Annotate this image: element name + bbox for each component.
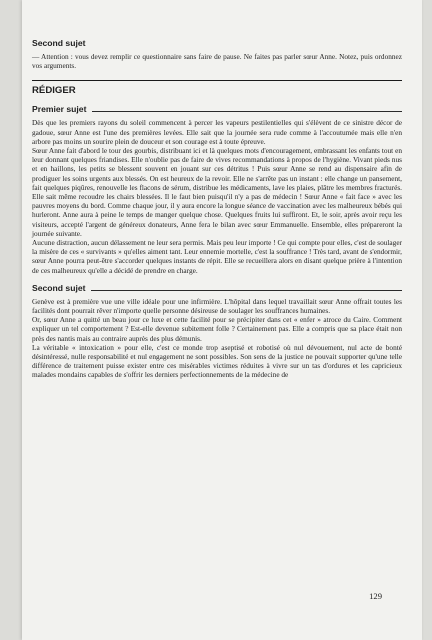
book-page (22, 0, 422, 640)
heading-rule (92, 111, 402, 112)
paragraph: Dès que les premiers rayons du soleil commencent à percer les vapeurs pestilentielles qui s'élèvent de ce sinistre décor de gadoue, sœur Anne est l'une des premières levées. Elle sait que la journée sera rude comme à l'accoutumée mais elle n'en arbore pas moins un sourire plein de douceur et son courage est à toute épreuve. (32, 118, 402, 146)
subheading-label: Second sujet (32, 282, 86, 293)
heading-rule (91, 290, 402, 291)
page-number: 129 (369, 591, 382, 601)
paragraph: Genève est à première vue une ville idéale pour une infirmière. L'hôpital dans lequel travaillait sœur Anne offrait toutes les facilités dont pourrait rêver n'importe quelle personne désireuse de soulager les souffrances humaines. (32, 296, 402, 316)
subheading-premier-sujet (32, 104, 402, 114)
paragraph: Or, sœur Anne a quitté un beau jour ce luxe et cette facilité pour se précipiter dans cet « enfer » atroce du Caire. Comment expliquer un tel comportement ? Est-elle devenue subitement folle ? Certainement pas. Elle a compris que sa place était non près des nantis mais au contraire auprès des plus démunis. (32, 315, 402, 343)
paragraph: Aucune distraction, aucun délassement ne leur sera permis. Mais peu leur importe ! Ce qui compte pour elles, c'est de soulager la misère de ces « survivants » qu'elles aiment tant. Leur ennemie mortelle, c'est la souffrance ! Très tard, avant de s'endormir, sœur Anne pourra peut-être s'accorder quelques instants de répit. Elle se recueillera alors en disant quelque prière à l'intention de ces malheureux qu'elle a décidé de prendre en charge. (32, 238, 402, 275)
subheading-label: Premier sujet (32, 104, 87, 115)
subheading-label: Second sujet (32, 38, 86, 48)
paragraph: La véritable « intoxication » pour elle, c'est ce monde trop aseptisé et robotisé où nul dévouement, nul acte de bonté désintéressé, nulle responsabilité et nul engagement ne sont possibles. Son sens de la justice ne pouvait supporter qu'une telle différence de traitement puisse exister entre ces misérables victimes réduites à vivre sur un tas d'ordures et les capricieux malades mondains capables de s'offrir les derniers perfectionnements de la médecine de (32, 342, 402, 380)
question-paragraph: — Attention : vous devez remplir ce questionnaire sans faire de pause. Ne faites pas parler sœur Anne. Notez, puis ordonnez vos arguments. (32, 52, 402, 71)
page-content (32, 38, 402, 380)
subheading-second-sujet-q (32, 38, 402, 48)
section-title: RÉDIGER (32, 80, 402, 96)
paragraph: Sœur Anne fait d'abord le tour des gourbis, distribuant ici et là quelques mots d'encouragement, embrassant les enfants tout en leur donnant quelques friandises. Elle n'oublie pas de faire de vives recommandations à propos de l'hygiène. Vivant pieds nus et en haillons, les petits se blessent souvent en jouant sur ces détritus ! Puis sœur Anne se rend au dispensaire afin de prodiguer les soins urgents aux blessés. On est heureux de la revoir. Elle ne s'arrête pas un instant : elle change un pansement, fait quelques piqûres, renouvelle les flacons de sérum, distribue les médicaments, lave les plaies, plâtre les membres fracturés. Elle sait même recoudre les chairs blessées. Il le faut bien puisqu'il n'y a pas de médecin ! Sœur Anne « fait face » avec les pauvres moyens du bord. Comme chaque jour, il y aura encore la longue séance de vaccination avec les malheureux bébés qui hurleront. Anne aura à peine le temps de manger quelque chose. Quelques fruits lui suffiront. Et, le soir, après avoir reçu les visiteurs, accepté l'argent de généreux donateurs, Anne fera le bilan avec sœur Emmanuelle. Ensemble, elles prépareront la journée suivante. (32, 146, 402, 238)
subheading-second-sujet (32, 283, 402, 293)
